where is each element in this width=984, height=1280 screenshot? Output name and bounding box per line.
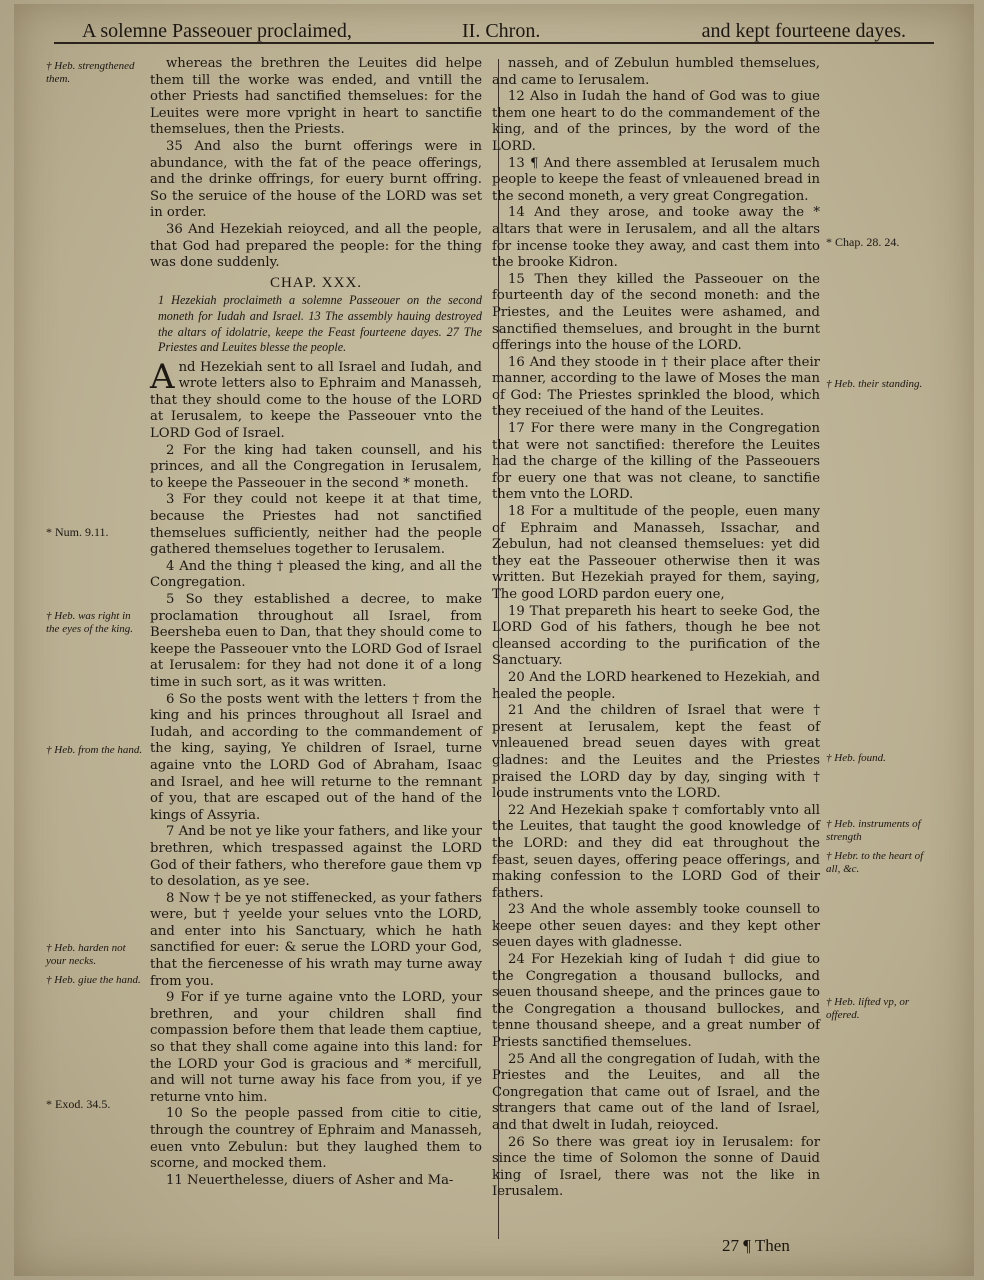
verse-paragraph: 17 For there were many in the Congregation that were not sanctified: therefore the Leuites had the charge of the killing of the Passeouers for euery one that was not cleane, to sanctifie them vnto the LORD.	[492, 421, 820, 503]
margin-note: † Heb. giue the hand.	[46, 974, 141, 986]
chapter-summary: 1 Hezekiah proclaimeth a solemne Passeouer on the second moneth for Iudah and Israel. 13 The assembly hauing destroyed the altars of idolatrie, keepe the Feast fourteene dayes. 27 The Priestes and Leuites blesse the people.	[158, 293, 482, 355]
verse-paragraph: 7 And be not ye like your fathers, and like your brethren, which trespassed against the LORD God of their fathers, who therefore gaue them vp to desolation, as ye see.	[150, 824, 482, 890]
margin-note: † Hebr. to the heart of all, &c.	[826, 850, 924, 875]
catchword: 27 ¶ Then	[722, 1236, 790, 1255]
verse-paragraph: 6 So the posts went with the letters † from the king and his princes throughout all Israel and Iudah, and according to the commandement of the king, saying, Ye children of Israel, turne againe vnto the LORD God of Abraham, Isaac and Israel, and hee will returne to the remnant of you, that are escaped out of the hand of the kings of Assyria.	[150, 691, 482, 823]
margin-note: † Heb. lifted vp, or offered.	[826, 996, 910, 1021]
chapter-heading: CHAP. XXX.	[269, 274, 363, 291]
header-center: II. Chron.	[462, 20, 541, 42]
margin-note: * Chap. 28. 24.	[826, 235, 900, 249]
header-left: A solemne Passeouer proclaimed,	[82, 20, 352, 42]
margin-note: † Heb. harden not your necks.	[46, 942, 126, 967]
header-rule	[54, 42, 934, 44]
verse-paragraph: 25 And all the congregation of Iudah, with the Priestes and the Leuites, and all the Congregation that came out of Israel, and the strangers that came out of the land of Israel, and that dwelt in Iudah, reioyced.	[492, 1051, 820, 1133]
verse-paragraph: 22 And Hezekiah spake † comfortably vnto all the Leuites, that taught the good knowledge of the LORD: and they did eat throughout the feast, seuen dayes, offering peace offerings, and making confession to the LORD God of their fathers.	[492, 802, 820, 901]
verse-paragraph: 9 For if ye turne againe vnto the LORD, your brethren, and your children shall find compassion before them that leade them captiue, so that they shall come againe into this land: for the LORD your God is gracious and * mercifull, and will not turne away his face from you, if ye returne vnto him.	[150, 990, 482, 1105]
header-right: and kept fourteene dayes.	[701, 20, 906, 42]
verse-paragraph: 4 And the thing † pleased the king, and all the Congregation.	[150, 558, 482, 591]
verse-paragraph: whereas the brethren the Leuites did helpe them till the worke was ended, and vntill the other Priests had sanctified themselues: for the Leuites were more vpright in heart to sanctifie themselues, then the Priests.	[150, 56, 482, 138]
margin-note: † Heb. found.	[826, 752, 886, 764]
margin-note: † Heb. strengthened them.	[46, 60, 135, 85]
verse-paragraph: 21 And the children of Israel that were † present at Ierusalem, kept the feast of vnleauened bread seuen dayes with great gladnes: and the Leuites and the Priestes praised the LORD day by day, singing with † loude instruments vnto the LORD.	[492, 703, 820, 802]
verse-paragraph: 16 And they stoode in † their place after their manner, according to the lawe of Moses the man of God: The Priestes sprinkled the blood, which they receiued of the hand of the Leuites.	[492, 354, 820, 420]
right-column	[492, 56, 820, 1201]
verse-paragraph: 19 That prepareth his heart to seeke God, the LORD God of his fathers, though he bee not cleansed according to the purification of the Sanctuary.	[492, 603, 820, 669]
verse-paragraph: 14 And they arose, and tooke away the * altars that were in Ierusalem, and all the altars for incense tooke they away, and cast them into the brooke Kidron.	[492, 205, 820, 271]
verse-paragraph: 8 Now † be ye not stiffenecked, as your fathers were, but † yeelde your selues vnto the LORD, and enter into his Sanctuary, which he hath sanctified for euer: & serue the LORD your God, that the fiercenesse of his wrath may turne away from you.	[150, 890, 482, 989]
running-header	[72, 14, 932, 54]
verse-paragraph: 24 For Hezekiah king of Iudah † did giue to the Congregation a thousand bullocks, and seuen thousand sheepe, and the princes gaue to the Congregation a thousand bullockes, and tenne thousand sheepe, and a great number of Priests sanctified themselues.	[492, 952, 820, 1051]
margin-note: † Heb. from the hand.	[46, 744, 143, 756]
margin-note: † Heb. their standing.	[826, 378, 923, 390]
margin-note: † Heb. was right in the eyes of the king.	[46, 610, 134, 635]
verse-paragraph: 15 Then they killed the Passeouer on the fourteenth day of the second moneth: and the Priestes, and the Leuites were ashamed, and sanctified themselues, and brought in the burnt offerings into the house of the LORD.	[492, 271, 820, 354]
verse-paragraph: 18 For a multitude of the people, euen many of Ephraim and Manasseh, Issachar, and Zebulun, had not cleansed themselues: yet did they eat the Passeouer otherwise then it was written. But Hezekiah prayed for them, saying, The good LORD pardon euery one,	[492, 504, 820, 602]
verse-paragraph: nasseh, and of Zebulun humbled themselues, and came to Ierusalem.	[492, 56, 820, 88]
margin-note: * Num. 9.11.	[46, 525, 109, 539]
verse-paragraph: 11 Neuerthelesse, diuers of Asher and Ma-	[166, 1172, 454, 1188]
verse-paragraph: 35 And also the burnt offerings were in abundance, with the fat of the peace offerings, and the drinke offrings, for euery burnt offring. So the seruice of the house of the LORD was set in order.	[150, 138, 482, 221]
verse-paragraph: 13 ¶ And there assembled at Ierusalem much people to keepe the feast of vnleauened bread in the second moneth, a very great Congregation.	[492, 155, 820, 204]
verse-paragraph: 5 So they established a decree, to make proclamation throughout all Israel, from Beersheba euen to Dan, that they should come to keepe the Passeouer vnto the LORD God of Israel at Ierusalem: for they had not done it of a long time in such sort, as it was written.	[150, 592, 482, 690]
verse-paragraph: 3 For they could not keepe it at that time, because the Priestes had not sanctified themselues sufficiently, neither had the people gathered themselues together to Ierusalem.	[150, 492, 482, 558]
margin-note: * Exod. 34.5.	[46, 1097, 111, 1111]
verse-paragraph: 2 For the king had taken counsell, and his princes, and all the Congregation in Ierusalem, to keepe the Passeouer in the second * moneth.	[150, 442, 482, 491]
verse-paragraph: 10 So the people passed from citie to citie, through the countrey of Ephraim and Manasseh, euen vnto Zebulun: but they laughed them to scorne, and mocked them.	[150, 1106, 482, 1172]
left-column	[150, 56, 482, 1189]
verse-paragraph: 20 And the LORD hearkened to Hezekiah, and healed the people.	[492, 669, 820, 702]
verse-paragraph: 36 And Hezekiah reioyced, and all the people, that God had prepared the people: for the thing was done suddenly.	[150, 221, 482, 271]
margin-note: † Heb. instruments of strength	[826, 818, 921, 843]
verse-paragraph: 26 So there was great ioy in Ierusalem: for since the time of Solomon the sonne of Dauid king of Israel, there was not the like in Ierusalem.	[492, 1134, 820, 1200]
verse-paragraph: 23 And the whole assembly tooke counsell to keepe other seuen dayes: and they kept other seuen dayes with gladnesse.	[492, 902, 820, 951]
verse-paragraph: And Hezekiah sent to all Israel and Iudah, and wrote letters also to Ephraim and Manasseh, that they should come to the house of the LORD at Ierusalem, to keepe the Passeouer vnto the LORD God of Israel.	[150, 356, 482, 442]
verse-paragraph: 12 Also in Iudah the hand of God was to giue them one heart to do the commandement of the king, and of the princes, by the word of the LORD.	[492, 89, 820, 154]
